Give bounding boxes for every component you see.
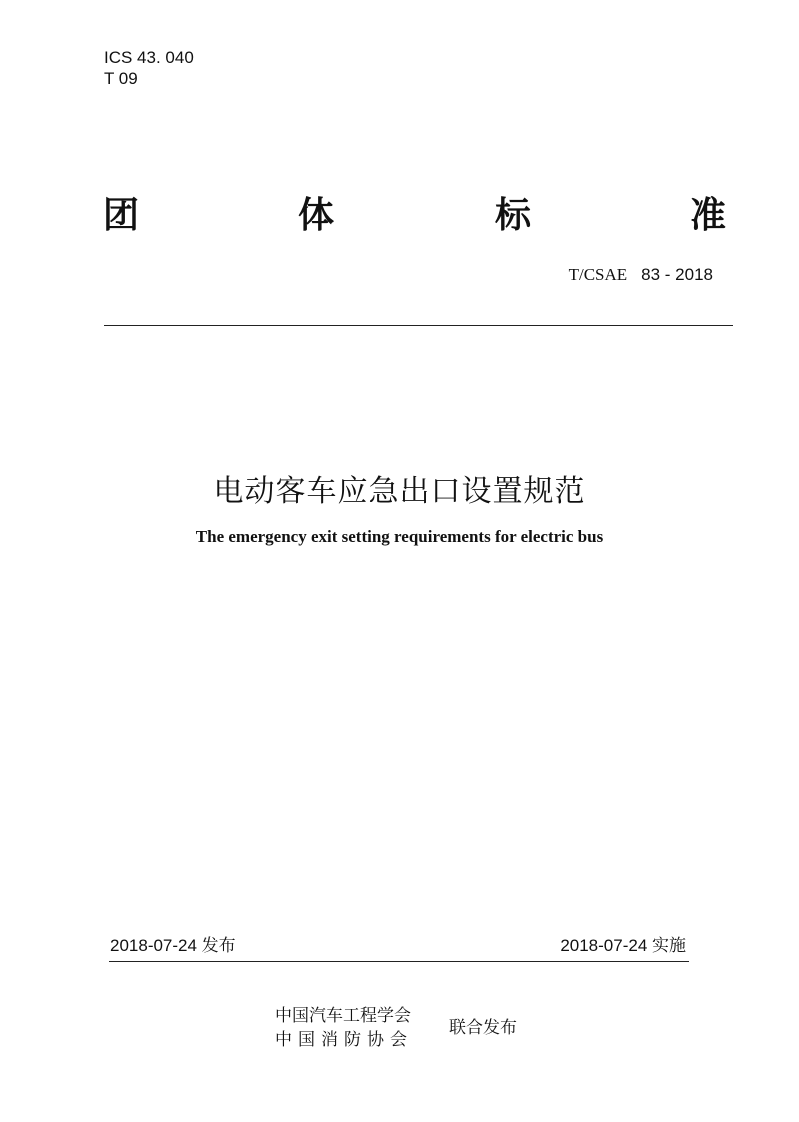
classification-code: T 09 bbox=[104, 69, 138, 88]
standard-number-value: 83 - 2018 bbox=[641, 265, 713, 284]
issue-date: 2018-07-24 发布 bbox=[110, 936, 236, 955]
standard-number bbox=[569, 264, 713, 286]
publisher-org-2: 中国消防协会 bbox=[275, 1030, 413, 1049]
top-divider bbox=[104, 325, 733, 326]
bottom-divider bbox=[109, 961, 689, 962]
banner-char-2: 体 bbox=[298, 195, 335, 235]
banner-char-4: 准 bbox=[690, 195, 727, 235]
ics-code: ICS 43. 040 bbox=[104, 48, 194, 67]
banner-char-3: 标 bbox=[495, 195, 532, 235]
banner-char-1: 团 bbox=[103, 195, 140, 235]
implementation-date: 2018-07-24 实施 bbox=[560, 936, 686, 955]
document-title-english: The emergency exit setting requirements for electric bus bbox=[195, 527, 604, 546]
publisher-org-1: 中国汽车工程学会 bbox=[275, 1006, 411, 1025]
standard-prefix: T/CSAE bbox=[568, 265, 628, 284]
joint-publish-label: 联合发布 bbox=[449, 1018, 517, 1037]
document-title-chinese: 电动客车应急出口设置规范 bbox=[213, 475, 586, 508]
